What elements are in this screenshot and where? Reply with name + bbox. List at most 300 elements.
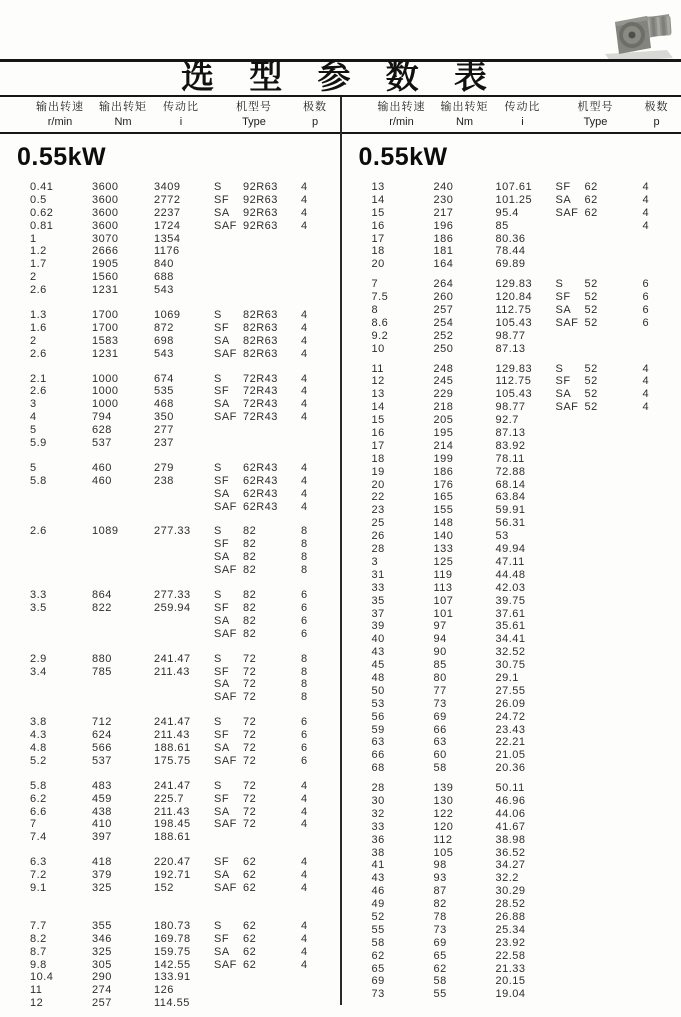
cell-torque xyxy=(92,564,154,577)
table-row xyxy=(372,569,681,582)
cell-ratio: 37.61 xyxy=(495,607,526,620)
cell-speed: 25 xyxy=(371,517,385,530)
cell-torque: 94 xyxy=(433,633,447,646)
table-row xyxy=(30,716,340,729)
cell-ratio: 87.13 xyxy=(495,342,526,355)
cell-torque xyxy=(92,628,154,641)
cell-poles xyxy=(643,937,669,950)
cell-type-prefix: SA xyxy=(214,805,230,818)
cell-type-prefix xyxy=(556,633,585,646)
cell-speed: 18 xyxy=(371,245,385,258)
cell-poles xyxy=(643,569,669,582)
cell-type-size: 72 xyxy=(243,754,257,767)
table-row xyxy=(372,698,681,711)
table-row xyxy=(372,375,681,388)
header-ratio-label: 传动比 xyxy=(163,101,199,113)
cell-torque: 66 xyxy=(433,723,447,736)
cell-type-prefix xyxy=(214,284,243,297)
cell-speed: 69 xyxy=(371,975,385,988)
table-row xyxy=(372,911,681,924)
cell-torque: 112 xyxy=(433,833,453,846)
table-group xyxy=(30,181,340,297)
cell-speed: 52 xyxy=(371,910,385,923)
cell-poles: 4 xyxy=(301,334,308,347)
cell-speed: 6.6 xyxy=(30,805,47,818)
cell-ratio: 63.84 xyxy=(495,491,526,504)
cell-torque: 1905 xyxy=(92,258,119,271)
cell-type-prefix: SF xyxy=(214,729,230,742)
cell-type-size xyxy=(243,997,301,1010)
cell-poles xyxy=(301,233,327,246)
cell-type-prefix xyxy=(556,736,585,749)
left-table-groups xyxy=(0,181,340,1010)
cell-ratio: 36.52 xyxy=(495,846,526,859)
cell-type-prefix xyxy=(556,608,585,621)
cell-torque: 260 xyxy=(433,291,454,304)
cell-type-prefix: SAF xyxy=(214,564,237,577)
cell-type-prefix xyxy=(214,245,243,258)
cell-speed: 63 xyxy=(371,736,385,749)
cell-type-prefix: S xyxy=(555,362,564,375)
cell-type-prefix xyxy=(556,491,585,504)
cell-torque: 98 xyxy=(433,859,447,872)
table-row xyxy=(372,291,681,304)
table-row xyxy=(372,304,681,317)
table-row xyxy=(30,971,340,984)
cell-torque: 3600 xyxy=(92,219,119,232)
cell-speed: 18 xyxy=(371,452,385,465)
cell-type-size xyxy=(585,911,643,924)
table-row xyxy=(372,258,681,271)
cell-ratio xyxy=(154,678,214,691)
cell-torque: 164 xyxy=(433,258,454,271)
cell-type-prefix xyxy=(214,971,243,984)
cell-speed: 11 xyxy=(371,362,384,375)
cell-speed: 4.3 xyxy=(30,729,47,742)
cell-speed: 8 xyxy=(371,304,379,317)
cell-ratio: 78.44 xyxy=(495,245,526,258)
cell-torque: 257 xyxy=(433,304,454,317)
cell-type-size xyxy=(585,698,643,711)
cell-ratio: 1069 xyxy=(154,309,181,322)
cell-ratio: 188.61 xyxy=(154,831,191,844)
cell-speed: 16 xyxy=(371,427,385,440)
cell-speed: 31 xyxy=(371,568,385,581)
cell-type-prefix: SF xyxy=(214,601,230,614)
cell-torque: 1231 xyxy=(92,347,119,360)
cell-type-size: 82 xyxy=(243,627,257,640)
cell-poles xyxy=(643,685,669,698)
cell-torque: 245 xyxy=(433,375,454,388)
cell-ratio: 25.34 xyxy=(495,923,526,936)
cell-type-size xyxy=(585,595,643,608)
cell-torque: 148 xyxy=(433,517,454,530)
table-row xyxy=(30,920,340,933)
cell-ratio: 152 xyxy=(154,881,174,894)
cell-torque: 1000 xyxy=(92,385,119,398)
cell-type-size xyxy=(585,821,643,834)
cell-poles xyxy=(643,414,669,427)
table-row xyxy=(30,194,340,207)
cell-ratio: 241.47 xyxy=(154,652,191,665)
cell-ratio: 53 xyxy=(495,530,509,543)
cell-type-size xyxy=(243,271,301,284)
cell-ratio xyxy=(154,564,214,577)
cell-speed: 30 xyxy=(371,794,385,807)
cell-type-size: 82 xyxy=(243,564,257,577)
table-row xyxy=(30,856,340,869)
table-row xyxy=(372,453,681,466)
cell-poles: 4 xyxy=(642,193,650,206)
cell-type-size: 52 xyxy=(584,316,598,329)
cell-poles xyxy=(643,782,669,795)
cell-poles xyxy=(643,963,669,976)
cell-speed xyxy=(30,615,92,628)
cell-torque: 229 xyxy=(433,388,454,401)
table-row xyxy=(372,491,681,504)
cell-speed: 8.6 xyxy=(371,316,389,329)
table-row xyxy=(30,793,340,806)
table-row xyxy=(30,806,340,819)
cell-type-prefix xyxy=(556,414,585,427)
table-row xyxy=(30,501,340,514)
cell-torque: 133 xyxy=(433,543,454,556)
cell-torque: 58 xyxy=(433,975,447,988)
right-table-groups xyxy=(342,181,681,1001)
cell-speed: 73 xyxy=(371,988,385,1001)
cell-ratio: 688 xyxy=(154,271,174,284)
cell-type-size xyxy=(243,971,301,984)
cell-speed: 7.7 xyxy=(30,919,47,932)
cell-type-prefix xyxy=(556,466,585,479)
cell-type-prefix xyxy=(556,220,585,233)
cell-type-size xyxy=(585,749,643,762)
table-row xyxy=(30,424,340,437)
table-row xyxy=(30,628,340,641)
cell-ratio: 23.92 xyxy=(495,936,526,949)
cell-type-prefix: SF xyxy=(214,474,230,487)
cell-speed: 0.41 xyxy=(30,181,54,193)
right-table xyxy=(342,136,681,1017)
cell-ratio: 159.75 xyxy=(154,945,191,958)
cell-speed: 0.5 xyxy=(30,193,47,206)
header-output-torque-unit: Nm xyxy=(114,116,132,128)
cell-type-prefix xyxy=(556,556,585,569)
cell-type-prefix xyxy=(214,271,243,284)
cell-poles xyxy=(301,245,327,258)
cell-torque: 1089 xyxy=(92,525,119,538)
cell-poles xyxy=(643,608,669,621)
cell-ratio: 129.83 xyxy=(495,362,533,375)
table-row xyxy=(372,924,681,937)
header-ratio xyxy=(494,97,552,132)
cell-speed: 5 xyxy=(30,424,37,437)
cell-speed: 37 xyxy=(371,607,385,620)
table-row xyxy=(372,278,681,291)
cell-speed: 9.8 xyxy=(30,958,47,971)
left-table xyxy=(0,136,340,1017)
cell-type-size: 52 xyxy=(584,362,598,375)
cell-poles xyxy=(643,988,669,1001)
header-poles-unit: p xyxy=(653,116,660,128)
cell-poles xyxy=(643,343,669,356)
table-row xyxy=(372,530,681,543)
cell-speed: 8.7 xyxy=(30,945,47,958)
cell-poles: 4 xyxy=(301,945,308,958)
cell-speed: 9.2 xyxy=(371,329,389,342)
cell-type-prefix: SA xyxy=(214,678,230,691)
cell-speed: 6.2 xyxy=(30,792,47,805)
cell-type-size: 92R63 xyxy=(243,193,278,206)
cell-type-size xyxy=(585,440,643,453)
table-row xyxy=(372,782,681,795)
cell-ratio: 198.45 xyxy=(154,818,191,831)
cell-ratio: 20.36 xyxy=(495,762,526,775)
cell-ratio: 175.75 xyxy=(154,754,191,767)
cell-poles: 6 xyxy=(642,316,650,329)
cell-type-prefix xyxy=(556,859,585,872)
cell-speed: 9.1 xyxy=(30,881,47,894)
cell-ratio: 211.43 xyxy=(154,729,190,742)
table-row xyxy=(372,937,681,950)
cell-type-prefix xyxy=(556,698,585,711)
cell-type-size xyxy=(585,711,643,724)
cell-torque: 69 xyxy=(433,936,447,949)
cell-torque: 217 xyxy=(433,206,454,219)
cell-type-prefix: S xyxy=(214,461,222,474)
header-poles-label: 极数 xyxy=(303,101,327,113)
cell-type-size: 92R63 xyxy=(243,181,278,193)
cell-torque: 80 xyxy=(433,671,447,684)
cell-poles xyxy=(301,971,327,984)
cell-type-prefix xyxy=(556,975,585,988)
cell-poles xyxy=(643,975,669,988)
cell-type-prefix xyxy=(556,343,585,356)
cell-speed: 53 xyxy=(371,697,385,710)
cell-ratio: 44.48 xyxy=(495,568,526,581)
cell-ratio: 3409 xyxy=(154,181,181,193)
cell-type-size: 72 xyxy=(243,652,257,665)
cell-type-prefix: SA xyxy=(214,945,230,958)
cell-type-prefix xyxy=(556,834,585,847)
cell-type-prefix xyxy=(556,924,585,937)
cell-type-prefix xyxy=(556,724,585,737)
cell-torque: 355 xyxy=(92,919,112,932)
cell-poles xyxy=(301,424,327,437)
cell-ratio xyxy=(154,628,214,641)
cell-torque xyxy=(92,538,154,551)
cell-torque: 1231 xyxy=(92,284,119,297)
cell-ratio: 27.55 xyxy=(495,684,526,697)
cell-ratio xyxy=(154,691,214,704)
cell-speed: 26 xyxy=(371,530,385,543)
cell-torque: 195 xyxy=(433,427,454,440)
cell-torque: 3600 xyxy=(92,181,119,193)
cell-torque: 186 xyxy=(433,232,454,245)
cell-speed xyxy=(30,564,92,577)
header-output-speed-label: 输出转速 xyxy=(36,101,84,113)
cell-ratio: 105.43 xyxy=(495,388,533,401)
cell-torque: 397 xyxy=(92,831,112,844)
header-output-speed xyxy=(368,97,436,132)
cell-speed: 23 xyxy=(371,504,385,517)
cell-type-prefix: SA xyxy=(214,869,230,882)
cell-poles: 6 xyxy=(301,741,308,754)
cell-type-prefix xyxy=(556,258,585,271)
cell-speed: 14 xyxy=(371,401,385,414)
cell-speed: 49 xyxy=(371,898,385,911)
cell-type-size xyxy=(585,736,643,749)
table-row xyxy=(30,385,340,398)
cell-torque: 155 xyxy=(433,504,454,517)
table-group xyxy=(30,856,340,895)
cell-ratio xyxy=(154,488,214,501)
cell-type-size: 72 xyxy=(243,805,257,818)
table-row xyxy=(30,437,340,450)
cell-type-prefix: SF xyxy=(214,856,230,869)
cell-torque xyxy=(92,678,154,691)
cell-type-size: 52 xyxy=(584,375,598,388)
cell-type-size xyxy=(585,330,643,343)
cell-poles: 4 xyxy=(301,309,308,322)
cell-type-prefix xyxy=(556,245,585,258)
cell-speed: 3 xyxy=(30,398,37,411)
cell-ratio: 35.61 xyxy=(495,620,526,633)
cell-speed: 1.3 xyxy=(30,309,47,322)
table-row xyxy=(30,742,340,755)
cell-type-prefix xyxy=(556,582,585,595)
cell-torque: 105 xyxy=(433,846,454,859)
cell-torque: 93 xyxy=(433,872,447,885)
cell-speed xyxy=(30,538,92,551)
table-group xyxy=(30,716,340,768)
cell-type-prefix xyxy=(556,453,585,466)
table-row xyxy=(30,233,340,246)
cell-poles xyxy=(643,633,669,646)
header-output-torque-label: 输出转矩 xyxy=(99,101,147,113)
cell-type-prefix xyxy=(556,504,585,517)
cell-type-size xyxy=(585,963,643,976)
cell-speed: 5.8 xyxy=(30,779,47,792)
header-model-type xyxy=(210,97,298,132)
cell-torque: 119 xyxy=(433,568,453,581)
cell-type-size xyxy=(585,530,643,543)
cell-type-prefix: S xyxy=(214,716,222,729)
cell-type-size: 72 xyxy=(243,741,257,754)
cell-torque: 140 xyxy=(433,530,454,543)
cell-speed: 7.4 xyxy=(30,831,47,844)
cell-ratio: 83.92 xyxy=(495,439,526,452)
cell-type-prefix xyxy=(556,762,585,775)
cell-ratio: 30.75 xyxy=(495,659,526,672)
cell-type-size: 72 xyxy=(243,729,257,742)
cell-type-prefix xyxy=(556,749,585,762)
table-row xyxy=(372,517,681,530)
cell-type-prefix: SA xyxy=(214,614,230,627)
cell-poles: 4 xyxy=(301,958,308,971)
cell-speed: 3.3 xyxy=(30,589,47,602)
table-group xyxy=(30,373,340,450)
header-poles-label: 极数 xyxy=(644,101,669,113)
cell-type-size: 72 xyxy=(243,665,257,678)
cell-speed: 5.2 xyxy=(30,754,47,767)
cell-type-size: 72R43 xyxy=(243,372,278,385)
cell-speed: 4.8 xyxy=(30,741,47,754)
cell-poles: 4 xyxy=(642,401,650,414)
cell-poles xyxy=(643,872,669,885)
cell-torque: 77 xyxy=(433,684,447,697)
cell-ratio: 69.89 xyxy=(495,258,526,271)
cell-torque: 274 xyxy=(92,984,112,997)
cell-torque: 85 xyxy=(433,659,447,672)
cell-poles xyxy=(643,453,669,466)
cell-type-size: 52 xyxy=(584,291,598,304)
cell-type-prefix: SF xyxy=(214,665,230,678)
cell-ratio: 98.77 xyxy=(495,329,526,342)
cell-type-size: 82R63 xyxy=(243,321,278,334)
table-row xyxy=(372,466,681,479)
cell-type-size xyxy=(243,233,301,246)
cell-type-size: 62R43 xyxy=(243,487,278,500)
table-row xyxy=(30,882,340,895)
cell-ratio: 350 xyxy=(154,411,174,424)
cell-torque: 1560 xyxy=(92,271,119,284)
cell-torque: 58 xyxy=(433,762,447,775)
table-row xyxy=(372,988,681,1001)
cell-type-prefix: SAF xyxy=(214,411,237,424)
cell-poles xyxy=(643,595,669,608)
cell-type-prefix xyxy=(556,937,585,950)
table-row xyxy=(30,729,340,742)
cell-type-size xyxy=(585,556,643,569)
cell-speed: 6.3 xyxy=(30,856,47,869)
cell-ratio: 674 xyxy=(154,372,174,385)
cell-torque: 1000 xyxy=(92,372,119,385)
cell-speed: 1.6 xyxy=(30,321,47,334)
table-group xyxy=(30,653,340,705)
cell-poles: 8 xyxy=(301,691,308,704)
cell-type-size xyxy=(585,859,643,872)
cell-type-prefix xyxy=(556,427,585,440)
table-row xyxy=(30,284,340,297)
cell-type-prefix: SF xyxy=(214,385,230,398)
cell-poles: 6 xyxy=(301,627,308,640)
cell-poles xyxy=(643,724,669,737)
cell-type-size: 82 xyxy=(243,525,257,538)
power-heading-left: 0.55kW xyxy=(17,143,107,171)
cell-speed: 40 xyxy=(371,633,385,646)
cell-speed: 2.6 xyxy=(30,284,47,297)
cell-poles xyxy=(643,517,669,530)
cell-poles: 4 xyxy=(301,385,308,398)
cell-poles xyxy=(643,258,669,271)
table-row xyxy=(372,220,681,233)
table-row xyxy=(30,258,340,271)
table-row xyxy=(372,975,681,988)
cell-speed: 2.1 xyxy=(30,372,47,385)
cell-type-prefix xyxy=(556,646,585,659)
cell-poles xyxy=(643,911,669,924)
cell-ratio: 1176 xyxy=(154,245,180,258)
cell-speed: 2.6 xyxy=(30,385,47,398)
cell-torque: 1583 xyxy=(92,334,119,347)
table-row xyxy=(372,685,681,698)
cell-type-size xyxy=(585,937,643,950)
cell-type-size xyxy=(585,672,643,685)
cell-type-size: 52 xyxy=(584,304,598,317)
cell-type-prefix xyxy=(556,595,585,608)
cell-ratio: 42.03 xyxy=(495,581,526,594)
